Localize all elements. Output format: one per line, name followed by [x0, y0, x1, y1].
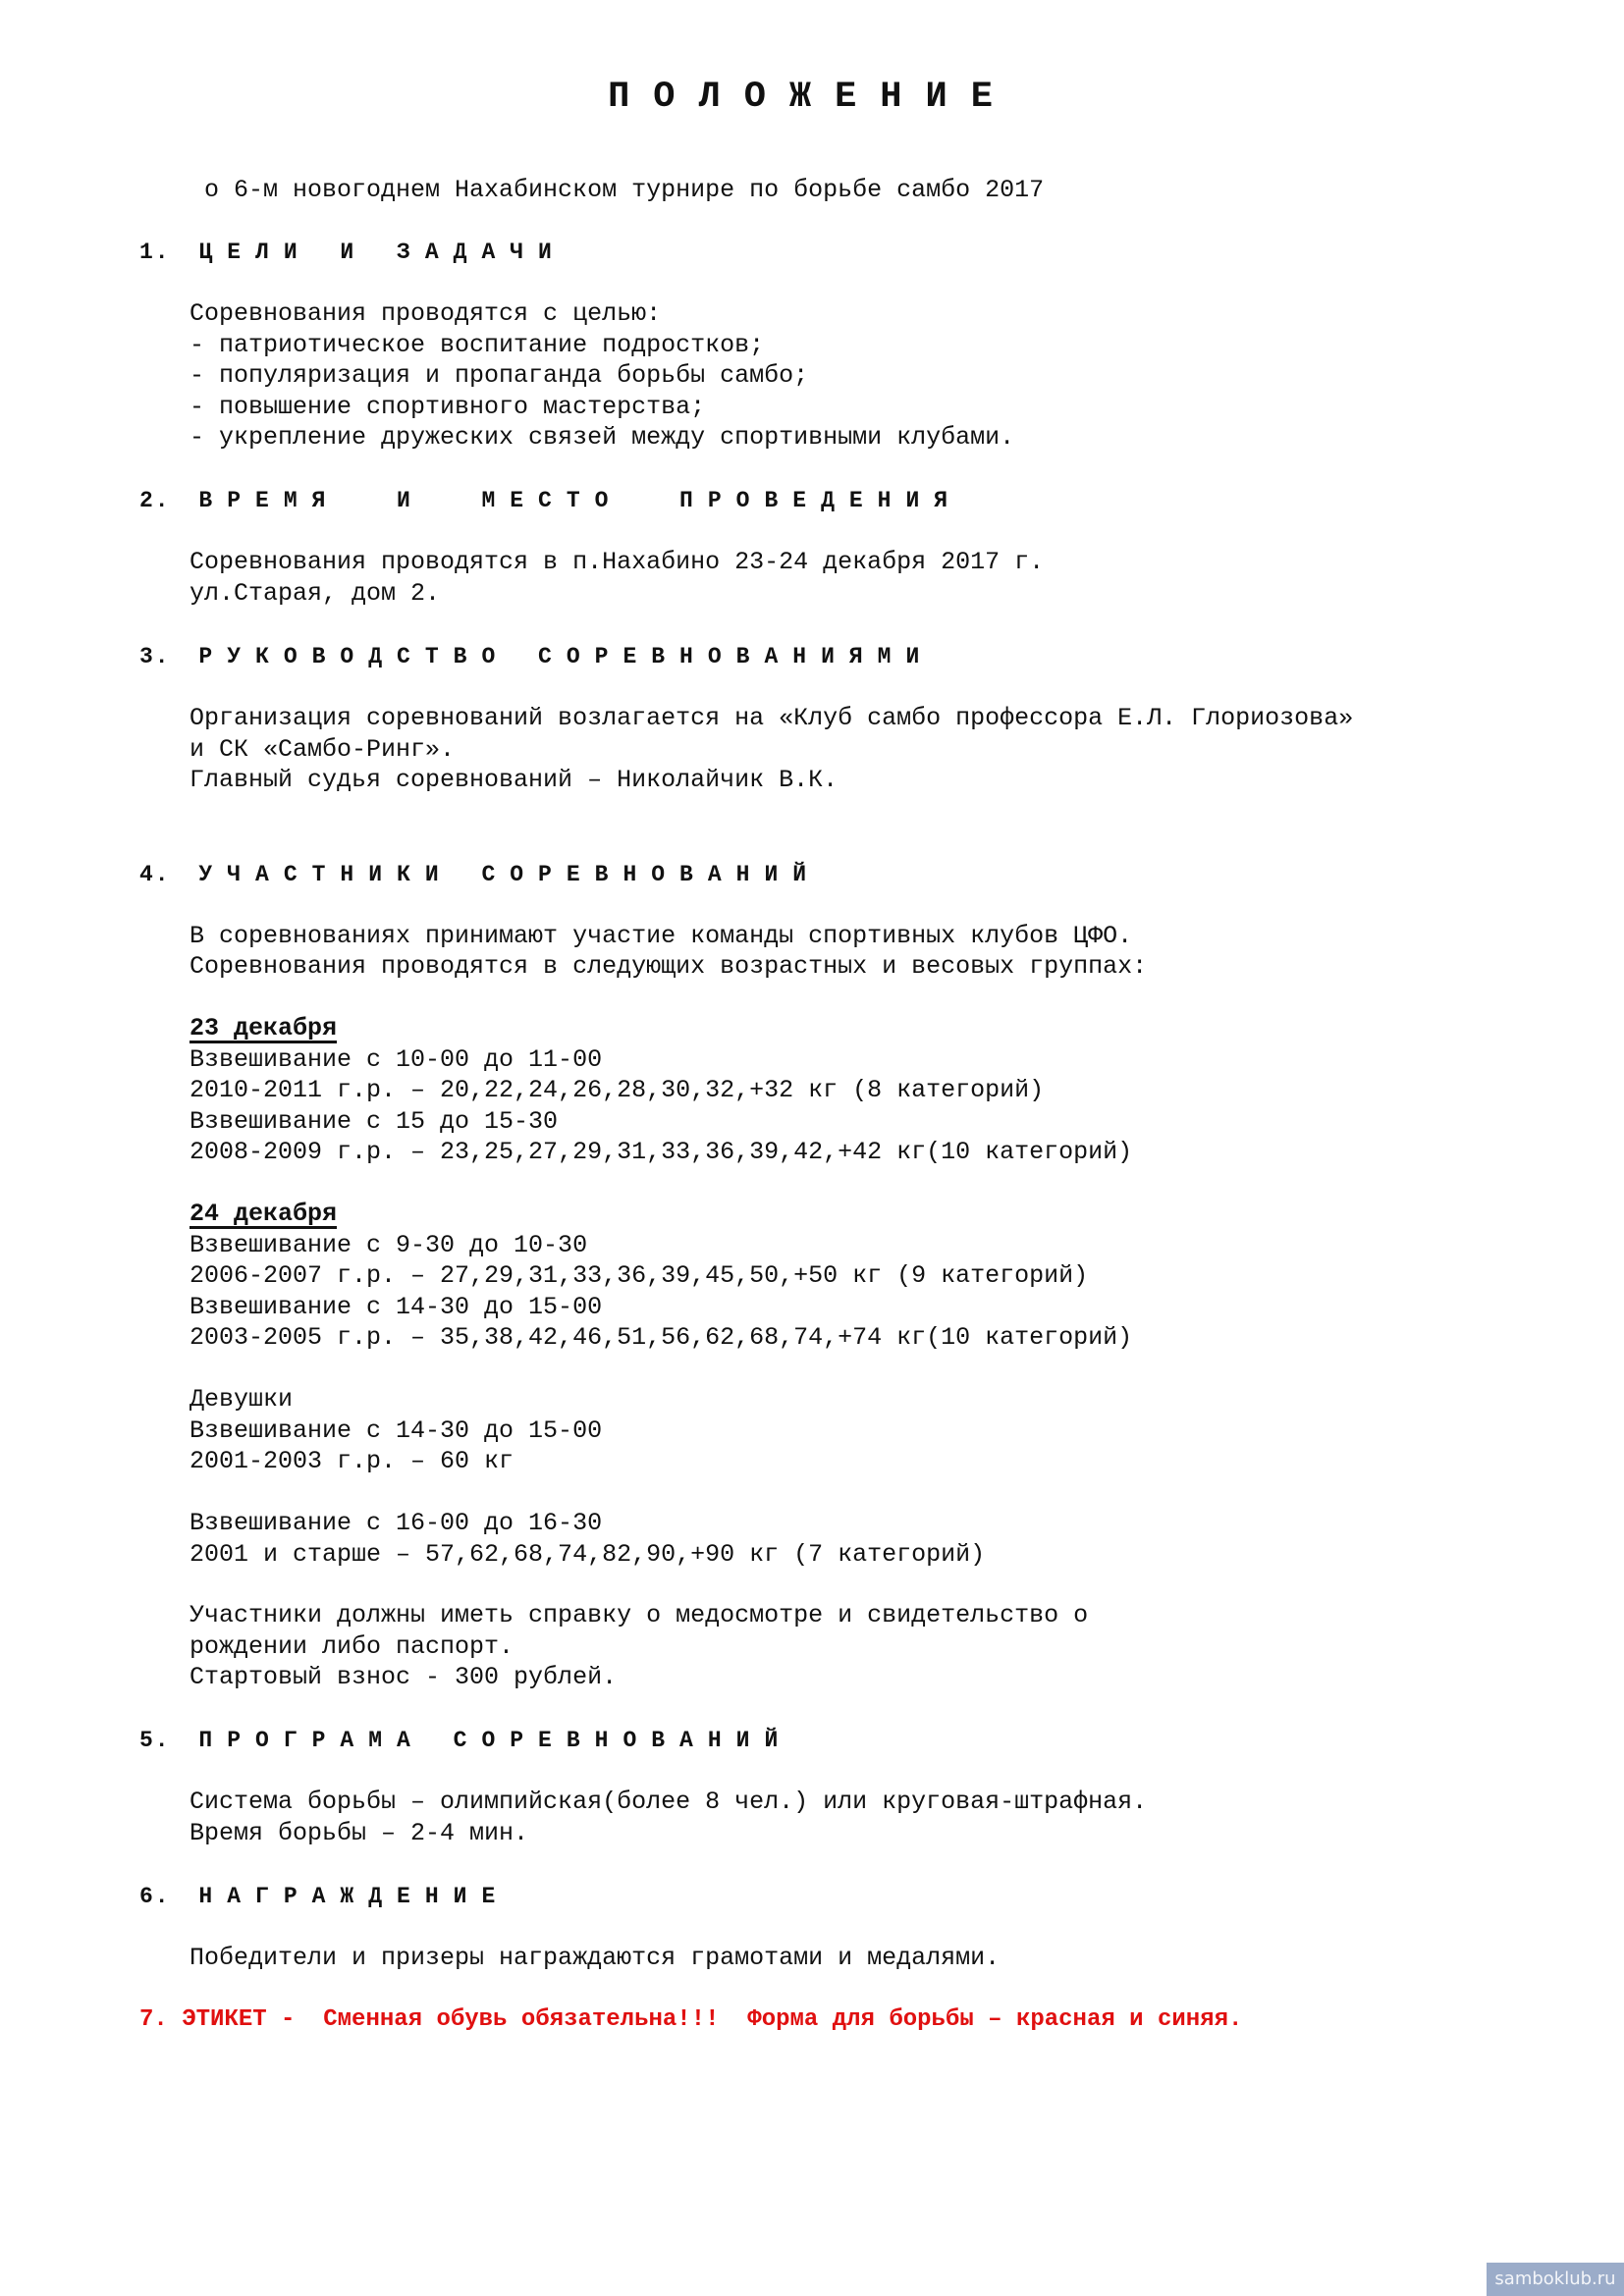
body-line: - популяризация и пропаганда борьбы самбо;: [189, 361, 809, 390]
section-number: 1.: [139, 240, 171, 265]
body-line: Главный судья соревнований – Николайчик В.К.: [189, 766, 839, 794]
body-line: Взвешивание с 14-30 до 15-00: [189, 1416, 603, 1445]
section-number: 4.: [139, 862, 171, 887]
body-line: - укрепление дружеских связей между спортивными клубами.: [189, 423, 1015, 452]
body-line: Время борьбы – 2-4 мин.: [189, 1819, 529, 1847]
body-line: Взвешивание с 9-30 до 10-30: [189, 1231, 588, 1259]
body-line: рождении либо паспорт.: [189, 1632, 514, 1661]
body-line: Взвешивание с 15 до 15-30: [189, 1107, 559, 1136]
section-4-heading: [139, 860, 821, 889]
section-title: ВРЕМЯ И МЕСТО ПРОВЕДЕНИЯ: [198, 488, 963, 513]
body-line: 2003-2005 г.р. – 35,38,42,46,51,56,62,68,74,+74 кг(10 категорий): [189, 1323, 1133, 1352]
body-line: 2006-2007 г.р. – 27,29,31,33,36,39,45,50,+50 кг (9 категорий): [189, 1261, 1089, 1290]
body-line: Победители и призеры награждаются грамотами и медалями.: [189, 1944, 1001, 1972]
body-line: 2008-2009 г.р. – 23,25,27,29,31,33,36,39,42,+42 кг(10 категорий): [189, 1138, 1133, 1166]
body-line: Соревнования проводятся в п.Нахабино 23-24 декабря 2017 г.: [189, 548, 1045, 576]
body-line: Система борьбы – олимпийская(более 8 чел.) или круговая-штрафная.: [189, 1788, 1148, 1816]
body-line: 2001-2003 г.р. – 60 кг: [189, 1447, 514, 1475]
date-heading-dec-24: 24 декабря: [189, 1200, 338, 1228]
section-title: ЦЕЛИ И ЗАДАЧИ: [198, 240, 567, 265]
section-number: 6.: [139, 1884, 171, 1909]
body-line: и СК «Самбо-Ринг».: [189, 735, 456, 764]
body-line: Соревнования проводятся с целью:: [189, 299, 662, 328]
section-2-heading: [139, 486, 962, 515]
body-line: Взвешивание с 16-00 до 16-30: [189, 1509, 603, 1537]
body-line: Девушки: [189, 1385, 294, 1414]
body-line: Организация соревнований возлагается на «Клуб самбо профессора Е.Л. Глориозова»: [189, 704, 1354, 732]
body-line: Взвешивание с 14-30 до 15-00: [189, 1293, 603, 1321]
subtitle: о 6-м новогоднем Нахабинском турнире по борьбе самбо 2017: [204, 176, 1045, 204]
body-line: Участники должны иметь справку о медосмотре и свидетельство о: [189, 1601, 1089, 1629]
body-line: - повышение спортивного мастерства;: [189, 393, 706, 421]
body-line: 2010-2011 г.р. – 20,22,24,26,28,30,32,+32 кг (8 категорий): [189, 1076, 1045, 1104]
etiquette-line: 7. ЭТИКЕТ - Сменная обувь обязательна!!! Форма для борьбы – красная и синяя.: [139, 2006, 1243, 2033]
section-5-heading: [139, 1726, 792, 1755]
section-number: 5.: [139, 1728, 171, 1753]
section-title: НАГРАЖДЕНИЕ: [198, 1884, 511, 1909]
body-line: - патриотическое воспитание подростков;: [189, 331, 765, 359]
body-line: В соревнованиях принимают участие команды спортивных клубов ЦФО.: [189, 922, 1133, 950]
date-heading-dec-23: 23 декабря: [189, 1014, 338, 1042]
section-number: 2.: [139, 488, 171, 513]
section-title: УЧАСТНИКИ СОРЕВНОВАНИЙ: [198, 862, 822, 887]
body-line: Соревнования проводятся в следующих возрастных и весовых группах:: [189, 952, 1148, 981]
body-line: ул.Старая, дом 2.: [189, 579, 441, 608]
section-title: ПРОГРАМА СОРЕВНОВАНИЙ: [198, 1728, 793, 1753]
body-line: 2001 и старше – 57,62,68,74,82,90,+90 кг (7 категорий): [189, 1540, 986, 1569]
section-1-heading: [139, 238, 567, 267]
page-title: ПОЛОЖЕНИЕ: [608, 77, 1016, 118]
section-3-heading: [139, 642, 934, 671]
watermark: samboklub.ru: [1487, 2263, 1624, 2296]
body-line: Взвешивание с 10-00 до 11-00: [189, 1045, 603, 1074]
section-number: 3.: [139, 644, 171, 669]
body-line: Стартовый взнос - 300 рублей.: [189, 1663, 618, 1691]
section-6-heading: [139, 1882, 510, 1911]
section-title: РУКОВОДСТВО СОРЕВНОВАНИЯМИ: [198, 644, 935, 669]
